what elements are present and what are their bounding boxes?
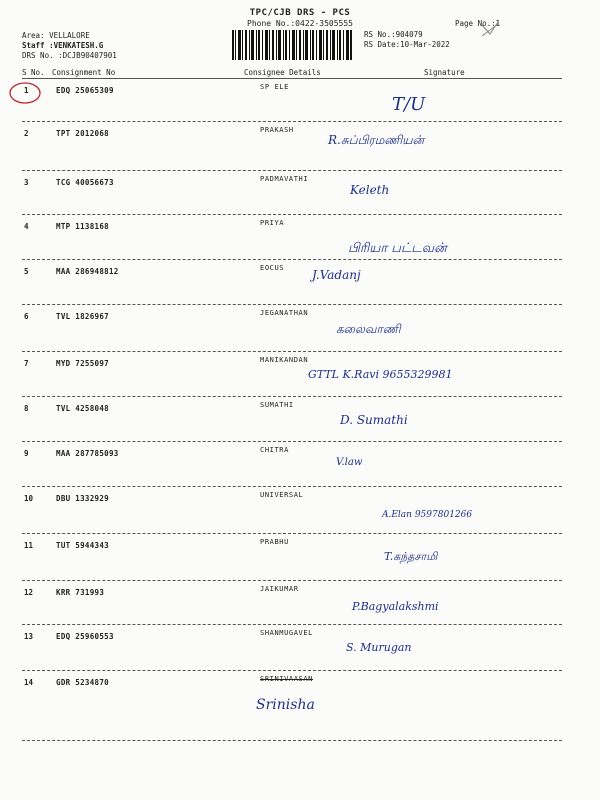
page-number: Page No.:1: [455, 19, 501, 28]
consignee-name: EOCUS: [260, 264, 285, 272]
signature-handwriting: Keleth: [350, 183, 390, 197]
row-serial-number: 9: [24, 449, 29, 458]
barcode-image: [232, 30, 352, 60]
consignee-name: UNIVERSAL: [260, 491, 304, 499]
consignment-number: TUT 5944343: [56, 541, 109, 550]
consignment-number: TCG 40056673: [56, 178, 114, 187]
consignee-name: PRABHU: [260, 538, 289, 546]
row-serial-number: 7: [24, 359, 29, 368]
column-header-sno: S No.: [22, 68, 45, 77]
row-divider: [22, 580, 562, 581]
consignee-name: SHANMUGAVEL: [260, 629, 313, 637]
area-label: Area: VELLALORE: [22, 31, 90, 40]
row-divider: [22, 441, 562, 442]
row-divider: [22, 533, 562, 534]
phone-number: Phone No.:0422-3505555: [247, 19, 353, 28]
consignment-number: TVL 1826967: [56, 312, 109, 321]
signature-handwriting: R.சுப்பிரமணியன்: [328, 133, 425, 147]
column-header-consignee: Consignee Details: [244, 68, 321, 77]
rs-number: RS No.:904079: [364, 30, 423, 39]
signature-handwriting: P.Bagyalakshmi: [352, 600, 439, 613]
row-divider: [22, 170, 562, 171]
rs-date: RS Date:10-Mar-2022: [364, 40, 450, 49]
consignment-number: KRR 731993: [56, 588, 105, 597]
signature-handwriting: GTTL K.Ravi 9655329981: [308, 368, 453, 381]
signature-handwriting: Srinisha: [256, 697, 315, 713]
drs-number: DRS No. :DCJB90407901: [22, 51, 117, 60]
consignment-number: GDR 5234870: [56, 678, 109, 687]
consignment-number: MAA 287785093: [56, 449, 119, 458]
row-divider: [22, 304, 562, 305]
consignee-name: PRIYA: [260, 219, 285, 227]
row-serial-number: 12: [24, 588, 34, 597]
consignee-name: JAIKUMAR: [260, 585, 299, 593]
row-divider: [22, 351, 562, 352]
column-header-consignment: Consignment No: [52, 68, 116, 77]
signature-handwriting: V.law: [336, 457, 363, 468]
row-serial-number: 2: [24, 129, 29, 138]
consignee-name: SRINIVAASAN: [260, 675, 313, 683]
consignee-name: PRAKASH: [260, 126, 294, 134]
signature-handwriting: S. Murugan: [346, 641, 412, 654]
consignee-name: PADMAVATHI: [260, 175, 309, 183]
row-serial-number: 6: [24, 312, 29, 321]
row-serial-number: 13: [24, 632, 34, 641]
row-serial-number: 11: [24, 541, 34, 550]
row-divider: [22, 740, 562, 741]
consignee-name: CHITRA: [260, 446, 289, 454]
consignment-number: MAA 286948812: [56, 267, 119, 276]
row-divider: [22, 214, 562, 215]
document-title: TPC/CJB DRS - PCS: [249, 8, 351, 18]
header-divider: [22, 78, 562, 79]
row-serial-number: 8: [24, 404, 29, 413]
consignment-number: EDQ 25065309: [56, 86, 114, 95]
column-header-signature: Signature: [424, 68, 465, 77]
row-divider: [22, 121, 562, 122]
check-mark-icon: [478, 20, 502, 40]
signature-handwriting: T.கந்தசாமி: [384, 550, 438, 563]
consignee-name: MANIKANDAN: [260, 356, 309, 364]
consignee-name: SP ELE: [260, 83, 289, 91]
consignment-number: TPT 2012068: [56, 129, 109, 138]
consignment-number: MTP 1138168: [56, 222, 109, 231]
row-serial-number: 10: [24, 494, 34, 503]
row-serial-number: 1: [24, 86, 29, 95]
row-serial-number: 4: [24, 222, 29, 231]
signature-handwriting: பிரியா பட்டவன்: [348, 241, 447, 256]
row-divider: [22, 486, 562, 487]
signature-handwriting: T/U: [392, 94, 426, 115]
row-serial-number: 14: [24, 678, 34, 687]
consignment-number: EDQ 25960553: [56, 632, 114, 641]
signature-handwriting: J.Vadanj: [312, 268, 361, 282]
row-serial-number: 5: [24, 267, 29, 276]
consignment-number: DBU 1332929: [56, 494, 109, 503]
row-divider: [22, 396, 562, 397]
signature-handwriting: A.Elan 9597801266: [382, 510, 473, 520]
consignee-name: JEGANATHAN: [260, 309, 309, 317]
consignment-number: TVL 4258048: [56, 404, 109, 413]
row-divider: [22, 259, 562, 260]
row-serial-number: 3: [24, 178, 29, 187]
row-divider: [22, 624, 562, 625]
signature-handwriting: கலைவாணி: [336, 322, 401, 336]
signature-handwriting: D. Sumathi: [340, 413, 408, 427]
consignment-number: MYD 7255097: [56, 359, 109, 368]
row-divider: [22, 670, 562, 671]
consignee-name: SUMATHI: [260, 401, 294, 409]
staff-label: Staff :VENKATESH.G: [22, 41, 104, 50]
